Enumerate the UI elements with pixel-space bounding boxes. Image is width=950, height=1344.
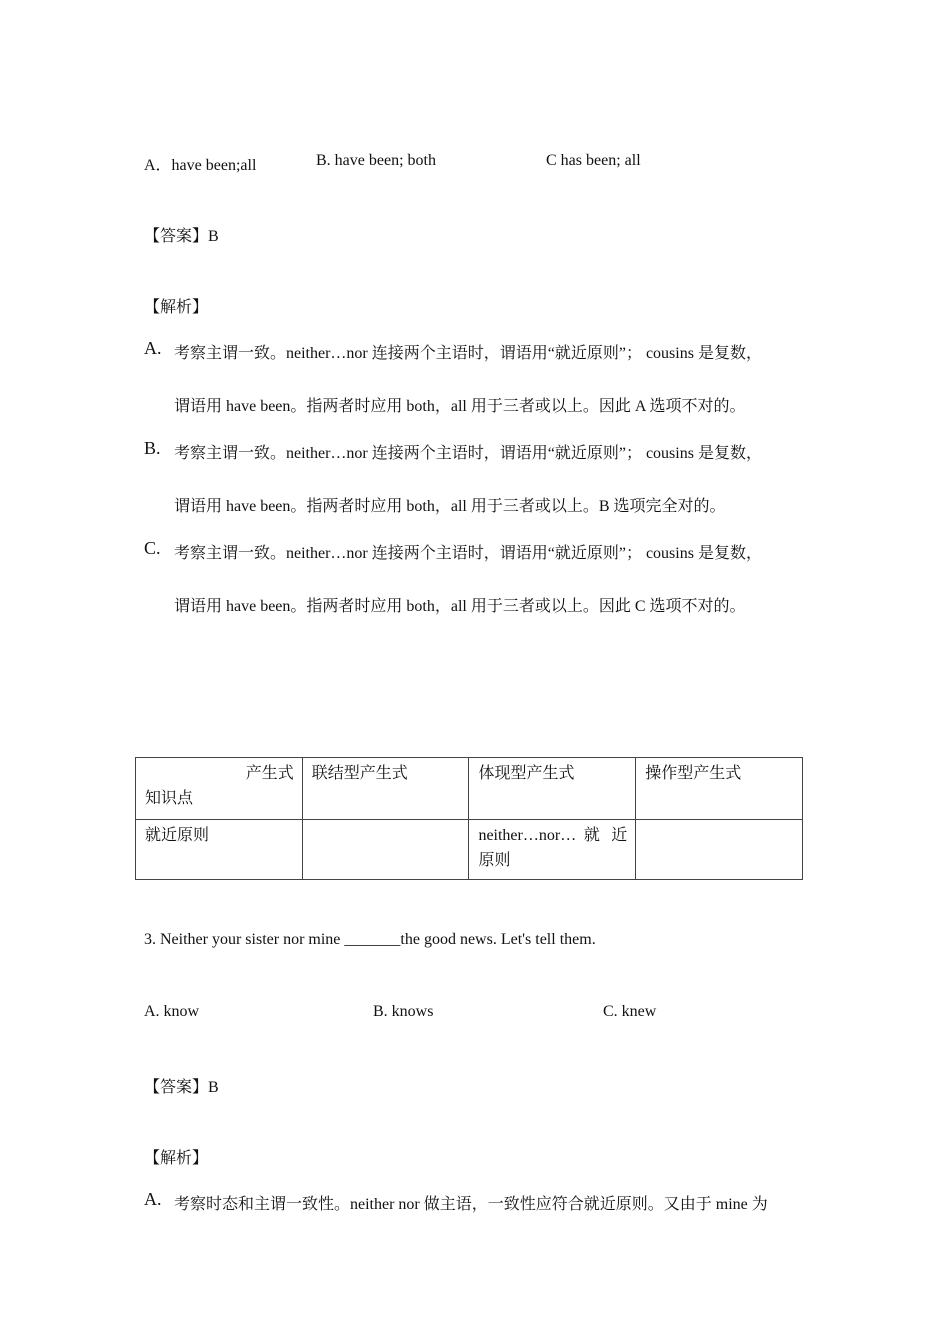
q2-analysis-label: 【解析】: [144, 299, 209, 316]
table-header-cell: 联结型产生式: [302, 758, 469, 820]
q3-option-b: B. knows: [373, 1003, 434, 1020]
q3-item-a-line1: 考察时态和主谓一致性。neither nor 做主语，一致性应符合就近原则。又由于 mine 为: [174, 1196, 768, 1213]
q2-options: [144, 152, 824, 176]
q2-item-a-line2: 谓语用 have been。指两者时应用 both，all 用于三者或以上。因此 A 选项不对的。: [174, 398, 746, 415]
corner-bottom-label: 知识点: [145, 790, 194, 807]
q2-answer: 【答案】B: [144, 228, 219, 245]
q2-item-a-line1: 考察主谓一致。neither…nor 连接两个主语时，谓语用“就近原则”； cousins 是复数，: [174, 345, 762, 362]
q2-item-c-line2: 谓语用 have been。指两者时应用 both，all 用于三者或以上。因此 C 选项不对的。: [174, 598, 746, 615]
q2-item-b-line1: 考察主谓一致。neither…nor 连接两个主语时，谓语用“就近原则”； cousins 是复数，: [174, 445, 762, 462]
q3-analysis-label: 【解析】: [144, 1150, 209, 1167]
q3-question: 3. Neither your sister nor mine _______the good news. Let's tell them.: [144, 931, 596, 948]
table-header-cell: 体现型产生式: [469, 758, 636, 820]
table-row: [136, 820, 803, 880]
q2-option-c: C has been; all: [546, 152, 641, 169]
q3-answer: 【答案】B: [144, 1079, 219, 1096]
q2-item-b-line2: 谓语用 have been。指两者时应用 both，all 用于三者或以上。B 选项完全对的。: [174, 498, 726, 515]
corner-top-label: 产生式: [245, 765, 294, 782]
q2-item-c-letter: C.: [144, 538, 161, 558]
q2-option-b: B. have been; both: [316, 152, 436, 169]
q2-option-a: A．have been;all: [144, 157, 257, 174]
table-cell: neither…nor… 就 近 原则: [469, 820, 636, 880]
q3-options: [144, 1003, 824, 1027]
table-corner-cell: [136, 758, 303, 820]
table-cell: [636, 820, 803, 880]
q3-item-a-letter: A.: [144, 1189, 162, 1209]
table-knowledge-point: 就近原则: [136, 820, 303, 880]
table-header-cell: 操作型产生式: [636, 758, 803, 820]
q2-item-b-letter: B.: [144, 438, 161, 458]
q3-option-a: A. know: [144, 1003, 200, 1020]
table-header-row: [136, 758, 803, 820]
q3-option-c: C. knew: [603, 1003, 657, 1020]
table-cell: [302, 820, 469, 880]
q2-item-a-letter: A.: [144, 338, 162, 358]
knowledge-table: [135, 757, 803, 880]
q2-item-c-line1: 考察主谓一致。neither…nor 连接两个主语时，谓语用“就近原则”； cousins 是复数，: [174, 545, 762, 562]
